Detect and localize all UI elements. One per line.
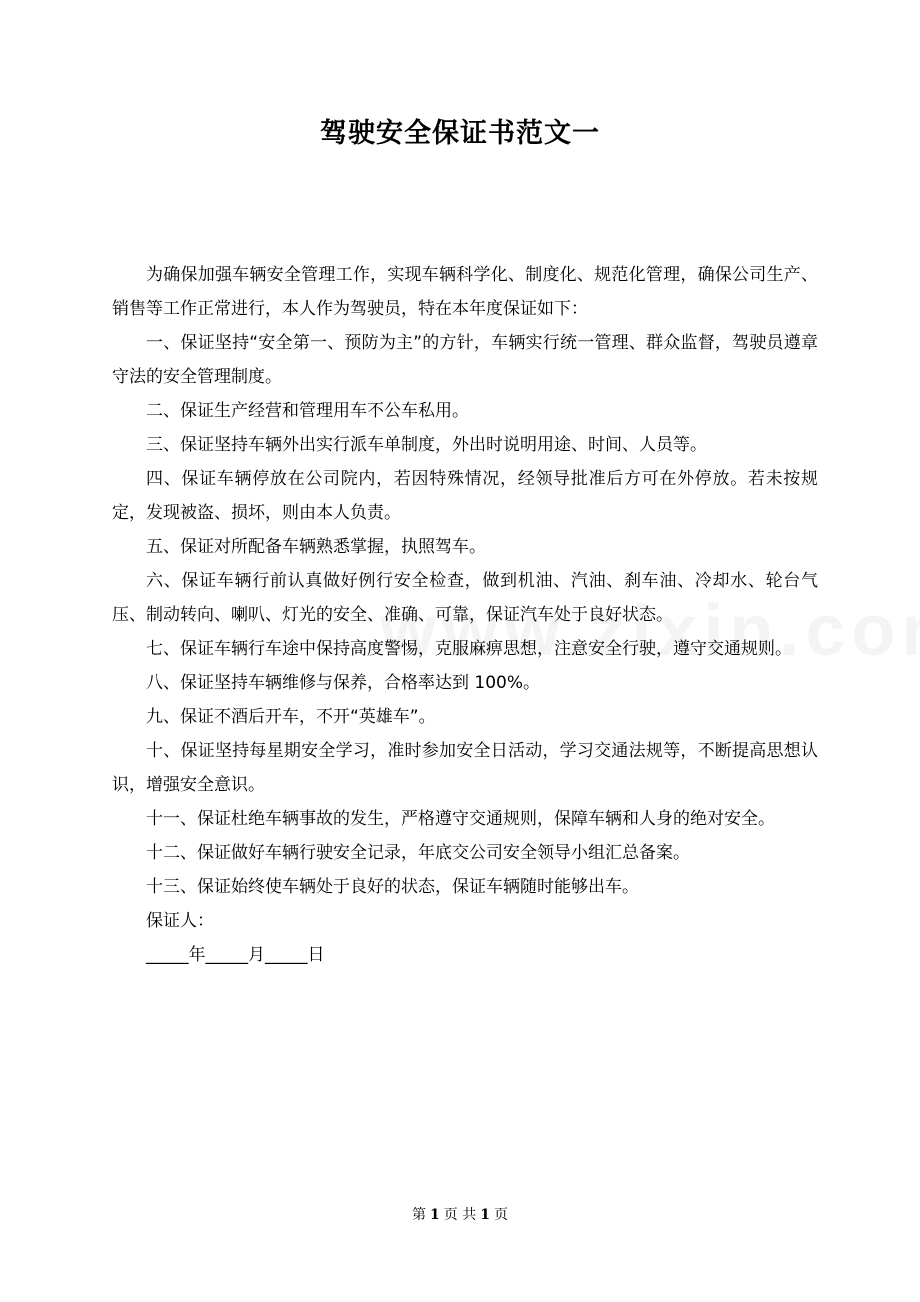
page-footer — [0, 1203, 920, 1227]
paragraph-item-5: 五、保证对所配备车辆熟悉掌握，执照驾车。 — [146, 537, 486, 557]
footer-page-number: 1 — [430, 1207, 440, 1223]
paragraph-item-8: 八、保证坚持车辆维修与保养，合格率达到 100%。 — [146, 673, 541, 693]
guarantor-label: 保证人： — [146, 911, 214, 931]
paragraph-item-2: 二、保证生产经营和管理用车不公车私用。 — [146, 401, 469, 421]
footer-middle: 页 共 — [443, 1207, 477, 1223]
paragraph-item-3: 三、保证坚持车辆外出实行派车单制度，外出时说明用途、时间、人员等。 — [146, 435, 707, 455]
document-title: 驾驶安全保证书范文一 — [320, 118, 600, 149]
document-body — [112, 258, 818, 972]
paragraph-item-1: 一、保证坚持“安全第一、预防为主”的方针，车辆实行统一管理、群众监督，驾驶员遵章守法的安全管理制度。 — [112, 333, 818, 387]
paragraph-item-11: 十一、保证杜绝车辆事故的发生，严格遵守交通规则，保障车辆和人身的绝对安全。 — [146, 809, 775, 829]
footer-suffix: 页 — [493, 1207, 508, 1223]
paragraph-item-10: 十、保证坚持每星期安全学习，准时参加安全日活动，学习交通法规等，不断提高思想认识，增强安全意识。 — [112, 741, 818, 795]
paragraph-item-7: 七、保证车辆行车途中保持高度警惕，克服麻痹思想，注意安全行驶，遵守交通规则。 — [146, 639, 792, 659]
paragraph-item-4: 四、保证车辆停放在公司院内，若因特殊情况，经领导批准后方可在外停放。若未按规定，发现被盗、损坏，则由本人负责。 — [112, 469, 818, 523]
paragraph-intro: 为确保加强车辆安全管理工作，实现车辆科学化、制度化、规范化管理，确保公司生产、销售等工作正常进行，本人作为驾驶员，特在本年度保证如下： — [112, 265, 818, 319]
date-line: _____年_____月_____日 — [146, 945, 325, 965]
paragraph-item-9: 九、保证不酒后开车，不开“英雄车”。 — [146, 707, 436, 727]
footer-prefix: 第 — [412, 1207, 427, 1223]
paragraph-item-12: 十二、保证做好车辆行驶安全记录，年底交公司安全领导小组汇总备案。 — [146, 843, 690, 863]
footer-total-pages: 1 — [480, 1207, 490, 1223]
paragraph-item-13: 十三、保证始终使车辆处于良好的状态，保证车辆随时能够出车。 — [146, 877, 639, 897]
paragraph-item-6: 六、保证车辆行前认真做好例行安全检查，做到机油、汽油、刹车油、冷却水、轮台气压、制动转向、喇叭、灯光的安全、准确、可靠，保证汽车处于良好状态。 — [112, 571, 818, 625]
